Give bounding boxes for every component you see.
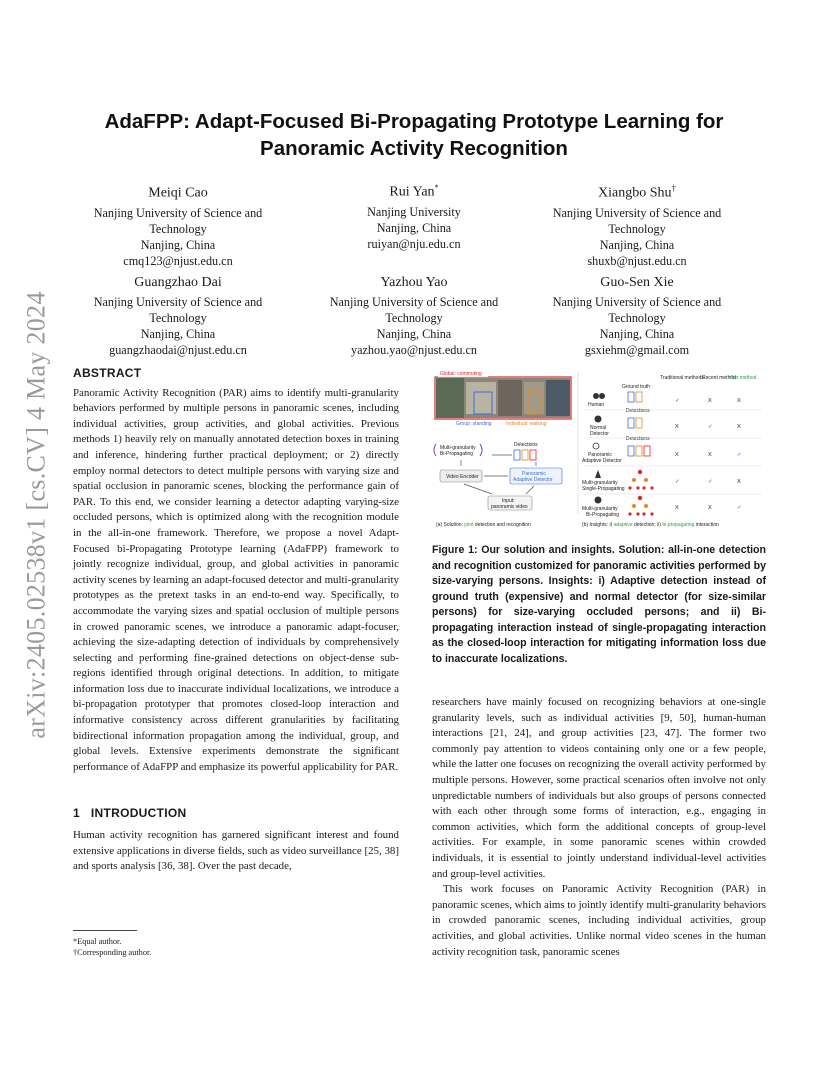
footnote-rule — [73, 930, 137, 931]
multi-granularity-label: Multi-granularity — [440, 445, 476, 451]
author-affiliation: Technology — [149, 311, 207, 325]
intro-paragraph: Human activity recognition has garnered significant interest and found extensive applications in diverse fields, such as video surveillance [25, 38] and sports analysis [36, 38]. Over the past decade, — [73, 829, 399, 873]
svg-text:✓: ✓ — [708, 424, 713, 430]
intro-heading: 1 INTRODUCTION — [73, 806, 187, 821]
author-affiliation: Nanjing University of Science and — [93, 295, 263, 309]
detections-label: Detections — [514, 442, 538, 448]
author-affiliation: Technology — [149, 221, 207, 236]
author-block — [527, 273, 747, 358]
bi-propagating-label: Bi-Propagating — [440, 451, 474, 457]
intro-paragraph-3: This work focuses on Panoramic Activity Recognition (PAR) in panoramic scenes, which aims to jointly identify multi-granularity behaviors in crowded panoramic scenes, including individual activities, group activities, and global activities. Unlike normal video scenes in the human activity recognition task, panoramic scenes — [432, 883, 766, 958]
subcaption-a: (a) Solution: joint detection and recognition — [436, 522, 531, 528]
svg-text:X: X — [675, 505, 679, 511]
svg-text:X: X — [675, 424, 679, 430]
author-email: ruiyan@nju.edu.cn — [367, 236, 461, 251]
svg-text:✓: ✓ — [675, 398, 680, 404]
author-name: Yazhou Yao — [380, 275, 448, 290]
author-location: Nanjing, China — [140, 327, 216, 341]
author-name: Rui Yan* — [389, 183, 439, 200]
figure-caption: Figure 1: Our solution and insights. Solution: all-in-one detection and recognition customized for panoramic activities performed by size-varying persons. Insights: i) Adaptive detection instead of ground truth (expensive) and normal detector (for size-similar persons) for size-varying occluded persons; and ii) Bi-propagating interaction instead of single-propagating interaction as the closed-loop interaction for mitigating information loss due to inaccurate localizations. — [432, 544, 766, 665]
svg-text:✓: ✓ — [675, 479, 680, 485]
svg-text:X: X — [737, 424, 741, 430]
svg-text:X: X — [737, 479, 741, 485]
figure-1 — [432, 366, 766, 530]
svg-text:Multi-granularity: Multi-granularity — [582, 480, 618, 486]
abstract-text: Panoramic Activity Recognition (PAR) aims to identify multi-granularity behaviors performed by multiple persons in panoramic scenes, including individual activities, group activities, and global activities. Previous methods 1) heavily rely on manually annotated detection boxes in training and inference, hindering further practical deployment; or 2) directly employ normal detectors to detect multiple persons with varying size and spatial occlusion in panoramic scenes, blocking the performance gain of PAR. To this end, we consider learning a detector adapting varying-size occluded persons, which is optimized along with the recognition module in the all-in-one framework. Therefore, we propose a novel Adapt-Focused bi-Propagating Prototype learning (AdaFPP) framework to jointly recognize individual, group, and global activities in panoramic activity scenes by learning an adapt-focused detector and multi-granularity prototypes as the pretext tasks in an end-to-end way. Specifically, to accommodate the varying sizes and spatial occlusion of multiple persons in crowed panoramic scenes, we introduce a panoramic adapt-focuser, achieving the size-adapting detection of individuals by comprehensively selecting and performing fine-grained detections on object-dense sub-regions identified through original detections. In addition, to mitigate information loss due to inaccurate individual localizations, we introduce a bi-propagation prototyper that promotes closed-loop interaction and informative consistency across different granularities by facilitating bidirectional information propagation among the individual, group, and global levels. Extensive experiments demonstrate the significant performance of AdaFPP and emphasize its powerful applicability for PAR. — [73, 386, 399, 773]
svg-text:Bi-Propagating: Bi-Propagating — [586, 512, 620, 518]
author-email: cmq123@njust.edu.cn — [123, 253, 233, 268]
author-name: Xiangbo Shu† — [598, 183, 676, 201]
svg-text:Adaptive Detector: Adaptive Detector — [582, 458, 622, 464]
author-location: Nanjing, China — [599, 237, 675, 252]
author-name: Guangzhao Dai — [134, 275, 222, 290]
author-affiliation: Nanjing University of Science and — [329, 295, 499, 309]
author-affiliation: Technology — [608, 311, 666, 325]
input-label: Input: — [502, 498, 515, 504]
left-column — [73, 366, 399, 875]
figure-graphic — [432, 366, 766, 530]
svg-text:X: X — [675, 452, 679, 458]
svg-text:Panoramic: Panoramic — [588, 452, 612, 458]
subcaption-b: (b) Insights: i) adaptive detection; ii) bi-propagating interaction — [582, 522, 719, 528]
title-line-1: AdaFPP: Adapt-Focused Bi-Propagating Prototype Learning for — [104, 110, 724, 133]
col-recent-label: Recent method — [702, 375, 736, 381]
author-location: Nanjing, China — [140, 237, 216, 252]
svg-text:X: X — [708, 505, 712, 511]
insight-row — [582, 496, 742, 518]
author-location: Nanjing, China — [376, 327, 452, 341]
author-affiliation: Technology — [385, 311, 443, 325]
svg-text:Normal: Normal — [590, 425, 607, 431]
group-label: Group: standing — [456, 421, 492, 427]
detections-label-3: Detections — [626, 436, 650, 442]
title-line-2: Panoramic Activity Recognition — [260, 137, 568, 160]
individual-label: Individual: walking — [506, 421, 547, 427]
col-traditional-label: Traditional methods — [660, 375, 704, 381]
arxiv-identifier: arXiv:2405.02538v1 [cs.CV] 4 May 2024 — [22, 291, 51, 739]
author-affiliation: Nanjing University of Science and — [93, 205, 263, 220]
svg-text:Human: Human — [588, 402, 605, 408]
video-encoder-label: Video Encoder — [446, 474, 479, 480]
author-email: yazhou.yao@njust.edu.cn — [351, 343, 477, 357]
footnotes — [73, 936, 399, 958]
author-block — [68, 178, 288, 269]
svg-text:X: X — [708, 398, 712, 404]
author-email: guangzhaodai@njust.edu.cn — [109, 343, 247, 357]
insight-row — [582, 470, 741, 492]
author-name: Meiqi Cao — [148, 185, 208, 201]
adaptive-detector-title: Panoramic — [522, 471, 546, 477]
detections-label-2: Detections — [626, 408, 650, 414]
intro-paragraph-2: researchers have mainly focused on recognizing behaviors at one-single granularity levels, such as individual activities [9, 50], human-human interactions [21, 24], and group activities [23, 47]. The former two commonly pay attention to videos containing only one or a few people, while the latter one focuses on recognizing the overall activity performed by multiple persons. However, some practical scenarios often involve not only unpredictable numbers of individuals but also groups of persons connected with each other through some forms of interaction, e.g., engaging in common activities, which form the additional concepts of group-level activities. For example, in some panoramic scenes within crowded individuals, it is essential to jointly understand individual-level activities and group-level activities. — [432, 696, 766, 880]
insight-row — [590, 416, 741, 438]
author-affiliation: Nanjing University of Science and — [552, 295, 722, 309]
author-block — [304, 273, 524, 358]
author-affiliation: Nanjing University — [367, 204, 461, 219]
svg-text:✓: ✓ — [708, 479, 713, 485]
author-location: Nanjing, China — [599, 327, 675, 341]
ground-truth-label: Ground truth — [622, 384, 651, 390]
input-value: panoramic video — [491, 504, 528, 510]
adaptive-detector-subtitle: Adaptive Detector — [513, 477, 553, 483]
author-name: Guo-Sen Xie — [600, 275, 674, 290]
insight-row — [582, 443, 742, 464]
insight-row — [588, 392, 741, 408]
right-column — [432, 695, 766, 960]
svg-text:✓: ✓ — [737, 452, 742, 458]
author-block — [68, 273, 288, 358]
author-block — [527, 178, 747, 269]
author-email: shuxb@njust.edu.cn — [587, 253, 687, 268]
col-our-label: Our method — [730, 375, 757, 381]
author-block — [304, 178, 524, 252]
abstract-heading: ABSTRACT — [73, 366, 142, 380]
svg-text:X: X — [708, 452, 712, 458]
footnote-corresponding: †Corresponding author. — [73, 948, 152, 957]
svg-text:✓: ✓ — [737, 505, 742, 511]
global-label: Global: commuting — [440, 371, 482, 377]
footnote-equal: *Equal author. — [73, 937, 122, 946]
svg-text:Single-Propagating: Single-Propagating — [582, 486, 625, 492]
svg-text:Multi-granularity: Multi-granularity — [582, 506, 618, 512]
paper-title — [60, 108, 768, 162]
svg-text:X: X — [737, 398, 741, 404]
author-email: gsxiehm@gmail.com — [584, 343, 690, 357]
author-location: Nanjing, China — [376, 220, 452, 235]
author-affiliation: Nanjing University of Science and — [552, 205, 722, 220]
author-affiliation: Technology — [608, 221, 666, 236]
svg-text:Detector: Detector — [590, 431, 609, 437]
arxiv-stamp — [22, 270, 52, 760]
